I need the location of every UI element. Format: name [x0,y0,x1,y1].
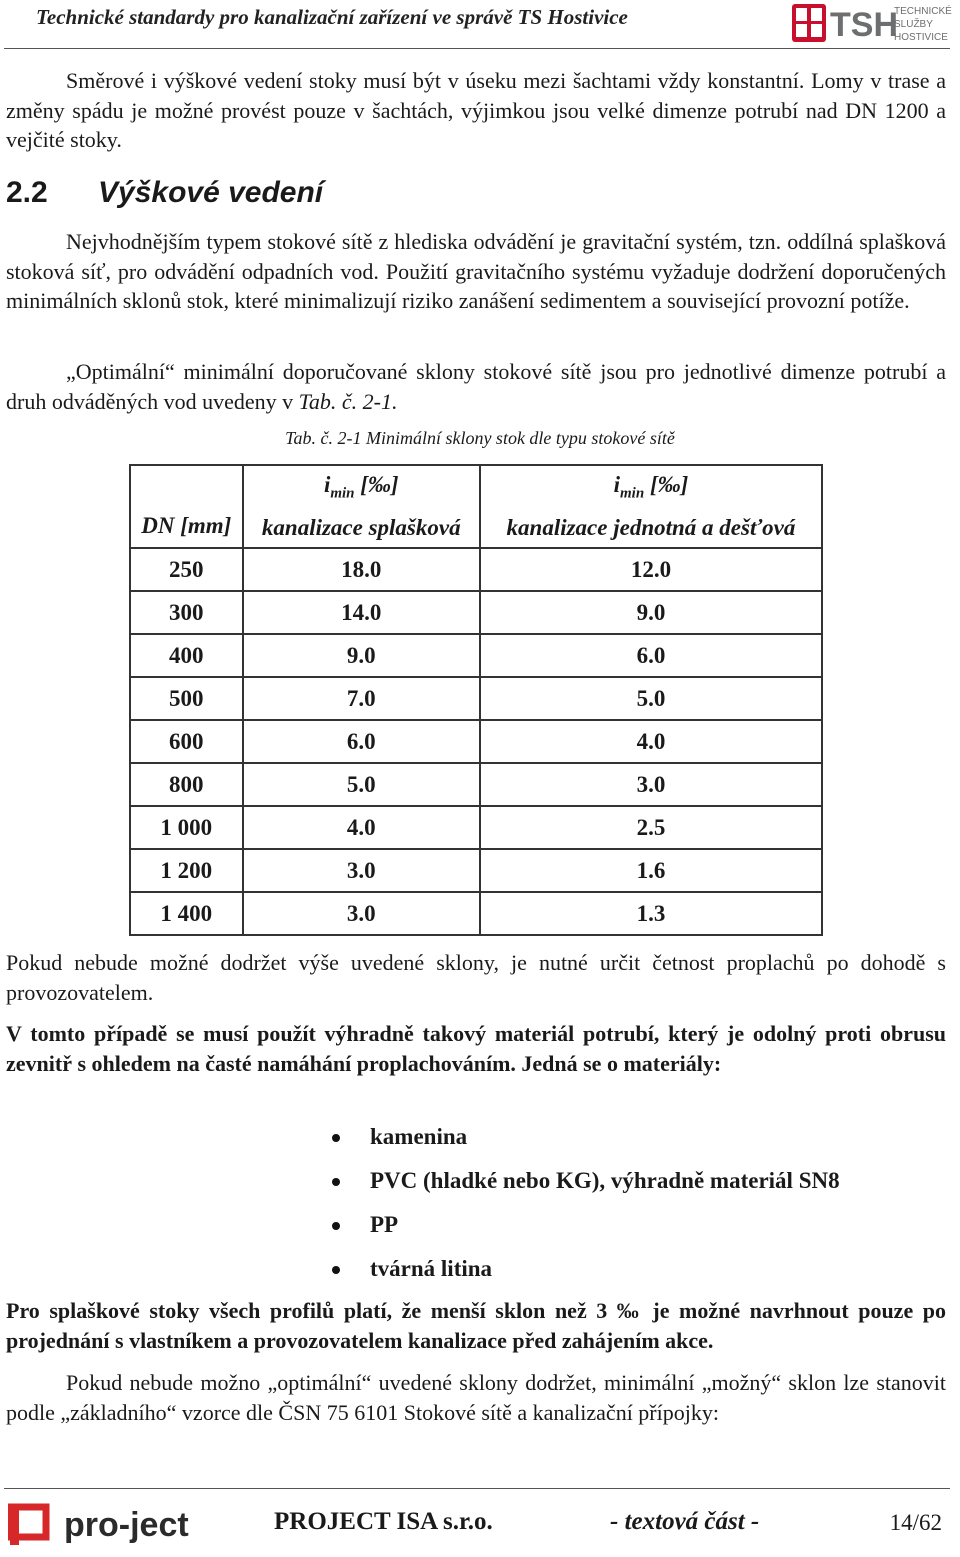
header-title: Technické standardy pro kanalizační zařízení ve správě TS Hostivice [36,5,628,29]
header-combined [480,465,822,548]
paragraph-optimal-slopes-text: „Optimální“ minimální doporučované sklony stokové sítě jsou pro jednotlivé dimenze potrubí a druh odváděných vod uvedeny v [6,359,946,414]
tsh-logo-text: TSH [830,6,898,44]
cell-sewage: 3.0 [243,892,480,935]
list-item: PVC (hladké nebo KG), výhradně materiál SN8 [332,1164,840,1208]
list-item: kamenina [332,1120,840,1164]
paragraph-formula-intro: Pokud nebude možno „optimální“ uvedené sklony dodržet, minimální „možný“ sklon lze stanovit podle „základního“ vzorce dle ČSN 75 6101 Stokové sítě a kanalizační přípojky: [6,1370,946,1425]
cell-dn: 1 200 [130,849,243,892]
cell-combined: 6.0 [480,634,822,677]
cell-dn: 250 [130,548,243,591]
table-row [130,548,822,591]
intro-paragraph: Směrové i výškové vedení stoky musí být v úseku mezi šachtami vždy konstantní. Lomy v trase a změny spádu je možné provést pouze v šachtách, výjimkou jsou velké dimenze potrubí nad DN 1200 a vejčité stoky. [6,68,946,152]
table-row [130,849,822,892]
cell-combined: 9.0 [480,591,822,634]
paragraph-gravity-system: Nejvhodnějším typem stokové sítě z hlediska odvádění je gravitační systém, tzn. oddílná splašková stoková síť, pro odvádění odpadních vod. Použití gravitačního systému vyžaduje dodržení doporučených minimálních sklonů stok, které minimalizují riziko zanášení sedimentem a související provozní potíže. [6,229,946,313]
imin-label-sewage: $i_{min}$ [‰] [323,472,399,502]
cell-dn: 600 [130,720,243,763]
pro-ject-logo [8,1503,240,1547]
cell-dn: 1 400 [130,892,243,935]
table-row [130,763,822,806]
cell-combined: 12.0 [480,548,822,591]
table-row [130,677,822,720]
cell-combined: 4.0 [480,720,822,763]
cell-dn: 300 [130,591,243,634]
tsh-logo-subtext-2: SLUŽBY [894,19,933,30]
header-combined-label: kanalizace jednotná a dešťová [506,514,796,540]
section-number: 2.2 [6,176,48,209]
table-row [130,634,822,677]
tsh-logo-subtext-1: TECHNICKÉ [894,6,952,17]
header-dn: DN [mm] [130,465,243,548]
table-row [130,806,822,849]
cell-combined: 1.3 [480,892,822,935]
table-row [130,591,822,634]
cell-combined: 1.6 [480,849,822,892]
min-slopes-table [129,464,823,936]
pro-ject-logo-text: pro-ject [64,1506,189,1544]
table-caption: Tab. č. 2-1 Minimální sklony stok dle typu stokové sítě [285,428,675,448]
header-sewage [243,465,480,548]
tsh-logo-subtext-3: HOSTIVICE [894,32,948,43]
section-title: Výškové vedení [98,176,324,209]
cell-sewage: 9.0 [243,634,480,677]
imin-label-combined: $i_{min}$ [‰] [613,472,689,502]
list-item: tvárná litina [332,1252,840,1296]
paragraph-flushing: Pokud nebude možné dodržet výše uvedené sklony, je nutné určit četnost proplachů po dohodě s provozovatelem. [6,950,946,1005]
cell-sewage: 18.0 [243,548,480,591]
table-header-row [130,465,822,548]
cell-sewage: 6.0 [243,720,480,763]
cell-dn: 500 [130,677,243,720]
footer-part-label: - textová část - [610,1508,760,1535]
paragraph-optimal-slopes [6,357,946,416]
cell-sewage: 5.0 [243,763,480,806]
cell-dn: 1 000 [130,806,243,849]
paragraph-materials-intro: V tomto případě se musí použít výhradně takový materiál potrubí, který je odolný proti obrusu zevnitř s ohledem na časté namáhání proplachováním. Jedná se o materiály: [6,1021,946,1076]
page-number: 14/62 [889,1510,942,1535]
footer-divider [4,1488,950,1489]
cell-combined: 3.0 [480,763,822,806]
paragraph-min-slope-rule: Pro splaškové stoky všech profilů platí, že menší sklon než 3 ‰ je možné navrhnout pouze po projednání s vlastníkem a provozovatelem kanalizace před zahájením akce. [6,1298,946,1353]
cell-combined: 2.5 [480,806,822,849]
cell-sewage: 4.0 [243,806,480,849]
tsh-logo-emblem [792,4,826,42]
pro-ject-logo-mark [10,1507,46,1545]
cell-sewage: 7.0 [243,677,480,720]
cell-sewage: 14.0 [243,591,480,634]
cell-dn: 400 [130,634,243,677]
cell-combined: 5.0 [480,677,822,720]
tsh-logo [790,2,952,44]
list-item: PP [332,1208,840,1252]
footer-company: PROJECT ISA s.r.o. [274,1508,493,1535]
section-heading [6,176,323,210]
table-row [130,720,822,763]
header-sewage-label: kanalizace splašková [261,514,461,540]
materials-list [332,1120,840,1296]
table-reference: Tab. č. 2-1. [298,388,398,414]
cell-sewage: 3.0 [243,849,480,892]
header-divider [4,48,950,49]
table-row [130,892,822,935]
cell-dn: 800 [130,763,243,806]
